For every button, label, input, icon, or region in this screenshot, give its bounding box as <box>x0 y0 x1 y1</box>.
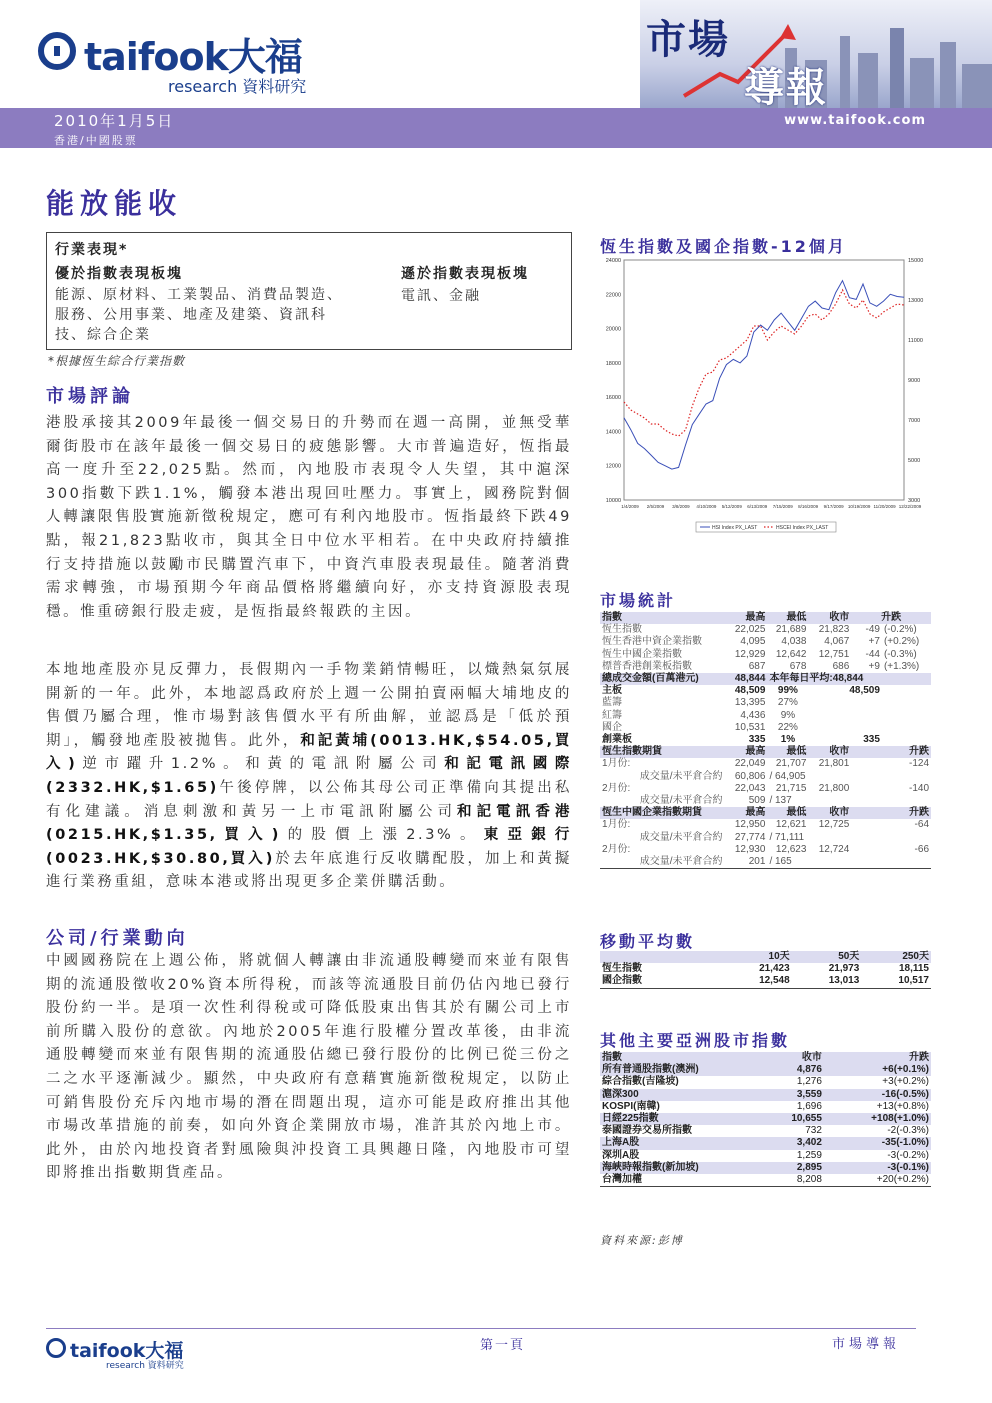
futures-header-row <box>600 807 931 819</box>
board-row <box>600 734 931 746</box>
company-news-paragraph: 中國國務院在上週公佈，將就個人轉讓由非流通股轉變而來並有限售期的流通股徵收20%資本所得稅，而該等流通股目前仍佔內地已發行股份約一半。是項一次性利得稅或可降低股東出售其於有關公司上市前所購入股份的意欲。內地於2005年進行股權分置改革後，由非流通股轉變而來並有限售期的流通股佔總已發行股份的比例已從三份之二之水平逐漸減少。顯然，中央政府有意藉實施新徵稅規定，以防止可銷售股份充斥內地市場的潛在問題出現，這亦可能是政府推出其他市場改革措施的前奏，如向外資企業開放市場，准許其於內地上市。此外，由於內地投資者對風險與沖投資工具興趣日隆，內地股市可望即將推出指數期貨產品。 <box>46 953 572 1182</box>
table-cell: 12,950 <box>734 819 766 831</box>
table-cell: 12,642 <box>775 648 807 660</box>
website-link[interactable]: www.taifook.com <box>784 113 926 128</box>
y-left-tick-label: 24000 <box>605 258 621 264</box>
table-cell: -66 <box>914 843 929 855</box>
table-cell: 18,115 <box>898 963 929 975</box>
table-cell: +13(+0.8%) <box>876 1100 929 1112</box>
table-cell: 最低 <box>767 612 808 624</box>
table-cell: KOSPI(南韓) <box>602 1100 660 1112</box>
x-tick-label: 2/5/2009 <box>646 504 665 509</box>
ma-row <box>600 963 931 975</box>
table-cell: / 71,111 <box>769 831 805 843</box>
table-cell: 9% <box>780 709 796 721</box>
sector-title: 行業表現* <box>55 242 129 258</box>
table-cell: 升跌 <box>851 746 931 758</box>
futures-volume-row <box>600 832 931 844</box>
table-cell: 升跌 <box>851 612 931 624</box>
table-cell: 21,423 <box>759 963 790 975</box>
table-cell: 國企 <box>602 721 622 733</box>
y-right-tick-label: 3000 <box>908 498 921 504</box>
table-cell: (+1.3%) <box>883 660 920 672</box>
futures-volume-row <box>600 856 931 869</box>
table-cell: 12,548 <box>722 975 792 988</box>
banner-image <box>640 0 992 108</box>
table-cell: 1,259 <box>796 1149 822 1161</box>
table-cell: 收市 <box>764 1052 824 1064</box>
table-cell <box>882 697 931 709</box>
table-cell: 海峽時報指數(新加坡) <box>600 1162 764 1174</box>
table-cell: -140 <box>908 782 929 794</box>
table-cell: 22,025 <box>734 624 766 636</box>
y-left-tick-label: 14000 <box>605 429 621 436</box>
table-cell <box>600 951 722 963</box>
table-cell: 紅籌 <box>602 709 622 721</box>
asia-header-row <box>600 1052 931 1064</box>
table-cell: 最低 <box>767 807 808 819</box>
table-cell: 恆生中國企業指數 <box>602 648 682 660</box>
table-cell: 48,509 <box>849 685 880 697</box>
table-cell: 10,655 <box>764 1113 824 1125</box>
headline: 能放能收 <box>46 187 183 220</box>
table-cell: 成交量/未平倉合約 <box>639 770 723 782</box>
table-cell: 1% <box>780 734 796 746</box>
table-cell: 509 <box>748 795 766 807</box>
table-cell: 2月份: <box>602 782 631 794</box>
table-cell: 1,276 <box>796 1076 822 1088</box>
table-cell: 主板 <box>602 685 622 697</box>
asia-indices-heading: 其他主要亞洲股市指數 <box>600 1031 791 1050</box>
index-row <box>600 636 931 648</box>
table-cell: 21,973 <box>828 963 860 975</box>
futures-row <box>600 758 931 770</box>
table-cell: 指數 <box>600 612 725 624</box>
table-cell: 最低 <box>767 746 808 758</box>
y-right-tick-label: 15000 <box>908 258 924 264</box>
legend-hscei-label: HSCEI Index PX_LAST <box>776 525 829 531</box>
table-cell: 687 <box>748 660 766 672</box>
asia-row <box>600 1125 931 1137</box>
x-tick-label: 12/22/2009 <box>898 504 922 509</box>
logo-subtitle: research 資料研究 <box>168 77 307 96</box>
table-cell <box>808 795 851 807</box>
y-left-tick-label: 12000 <box>605 463 621 470</box>
table-cell: 指數 <box>600 1052 764 1064</box>
table-cell: 10天 <box>722 951 792 963</box>
table-cell: 21,823 <box>818 624 850 636</box>
x-tick-label: 6/13/2009 <box>747 504 768 509</box>
footer-logo-text: taifook大福 <box>70 1340 184 1362</box>
x-tick-label: 4/10/2009 <box>696 504 717 509</box>
table-cell <box>882 734 931 746</box>
table-cell: (-0.2%) <box>883 624 917 636</box>
table-cell: 收市 <box>808 807 851 819</box>
footer-title: 市場導報 <box>832 1337 901 1352</box>
table-cell: 升跌 <box>851 807 931 819</box>
hsi-hscei-chart <box>596 254 936 544</box>
table-cell: 最高 <box>725 807 768 819</box>
table-cell: -3(-0.2%) <box>887 1149 929 1161</box>
table-cell: -64 <box>914 819 929 831</box>
moving-average-table <box>600 951 931 989</box>
table-cell: 日經225指數 <box>600 1113 764 1125</box>
table-cell: 藍籌 <box>602 697 622 709</box>
table-cell: 12,930 <box>734 843 766 855</box>
table-cell <box>851 771 931 783</box>
table-cell: 2月份: <box>602 843 631 855</box>
table-cell: / 137 <box>769 795 792 807</box>
table-cell <box>808 856 851 869</box>
asia-row <box>600 1113 931 1125</box>
table-cell: +108(+1.0%) <box>824 1113 931 1125</box>
table-cell: 21,715 <box>775 782 807 794</box>
y-left-tick-label: 18000 <box>605 360 621 367</box>
page-number: 第一頁 <box>480 1338 526 1353</box>
table-cell: / 64,905 <box>769 770 806 782</box>
table-cell: +3(+0.2%) <box>882 1076 929 1088</box>
table-cell <box>808 832 851 844</box>
board-row <box>600 685 931 697</box>
table-cell: 最高 <box>725 612 768 624</box>
table-cell <box>882 710 931 722</box>
table-cell: -35(-1.0%) <box>824 1137 931 1149</box>
table-cell: +9 <box>868 660 880 672</box>
table-cell <box>851 795 931 807</box>
asia-indices-table <box>600 1052 931 1187</box>
table-cell: 國企指數 <box>600 975 722 988</box>
table-cell: -44 <box>865 648 880 660</box>
futures-header-row <box>600 746 931 758</box>
moving-average-heading: 移動平均數 <box>600 932 696 951</box>
table-cell: 12,623 <box>775 843 807 855</box>
table-cell: 恆生指數 <box>602 963 642 975</box>
market-stats-heading: 市場統計 <box>600 591 677 610</box>
x-tick-label: 5/12/2009 <box>721 504 742 509</box>
table-cell: 所有普通股指數(澳洲) <box>600 1064 764 1076</box>
futures-row <box>600 819 931 831</box>
table-cell: 48,844 <box>725 673 768 685</box>
footer-logo-mark-icon <box>46 1338 66 1358</box>
asia-row <box>600 1162 931 1174</box>
x-tick-label: 11/20/2009 <box>873 504 896 509</box>
table-cell: 升跌 <box>824 1052 931 1064</box>
table-cell <box>808 697 882 709</box>
table-cell: 泰國證券交易所指數 <box>602 1125 692 1137</box>
table-cell: 10,531 <box>734 721 766 733</box>
table-cell: 成交量/未平倉合約 <box>600 856 725 869</box>
report-region: 香港/中國股票 <box>54 134 138 147</box>
table-cell: 1月份: <box>602 758 631 770</box>
table-cell: 4,095 <box>740 636 766 648</box>
table-cell: 21,707 <box>775 758 807 770</box>
table-cell <box>851 856 931 869</box>
underperform-sectors: 電訊、金融 <box>401 288 481 304</box>
x-tick-label: 9/17/2009 <box>823 504 844 509</box>
x-tick-label: 3/8/2009 <box>672 504 690 509</box>
table-cell: 12,929 <box>734 648 766 660</box>
market-stats-table <box>600 612 931 869</box>
legend-hsi-label: HSI Index PX_LAST <box>712 525 758 531</box>
table-cell: 21,800 <box>818 782 850 794</box>
sector-note: *根據恆生綜合行業指數 <box>48 354 186 368</box>
board-row <box>600 697 931 709</box>
table-cell: 10,517 <box>861 975 931 988</box>
table-cell: 最高 <box>725 746 768 758</box>
plot-area <box>624 260 904 500</box>
outperform-heading: 優於指數表現板塊 <box>55 266 183 282</box>
stats-header-row <box>600 612 931 624</box>
table-cell: 201 <box>725 856 768 869</box>
y-left-tick-label: 22000 <box>605 292 621 299</box>
table-cell: 12,621 <box>775 819 807 831</box>
table-cell: +20(+0.2%) <box>824 1174 931 1187</box>
footer-logo-subtitle: research 資料研究 <box>106 1361 184 1371</box>
table-cell: -49 <box>865 624 880 636</box>
y-left-tick-label: 10000 <box>605 498 621 504</box>
table-cell: 台灣加權 <box>600 1174 764 1187</box>
table-cell: / 165 <box>767 856 808 869</box>
table-cell: 48,509 <box>734 685 766 697</box>
data-source-note: 資料來源:彭博 <box>600 1234 684 1247</box>
table-cell: 678 <box>789 660 807 672</box>
y-right-tick-label: 13000 <box>908 298 924 304</box>
table-cell: 創業板 <box>602 734 632 746</box>
table-cell: 686 <box>832 660 850 672</box>
table-cell: 27% <box>777 697 798 709</box>
index-row <box>600 661 931 673</box>
company-news-heading: 公司/行業動向 <box>46 928 189 949</box>
table-cell: 22,043 <box>734 782 766 794</box>
table-cell: 深圳A股 <box>602 1149 640 1161</box>
market-review-paragraph-2: 本地地產股亦見反彈力，長假期內一手物業銷情暢旺，以熾熱氣氛展開新的一年。此外，本地認爲政府於上週一公開拍賣兩幅大埔地皮的售價乃屬合理，惟市場對該售價水平有所曲解，並認爲是「低於預期」，觸發地產股被拋售。此外，和記黃埔(0013.HK,$54.05,買入)逆市躍升1.2%。和黃的電訊附屬公司和記電訊國際(2332.HK,$1.65)午後停牌，以公佈其母公司正準備向其提出私有化建議。消息刺激和黃另一上市電訊附屬公司和記電訊香港(0215.HK,$1.35,買入)的股價上漲2.3%。東亞銀行(0023.HK,$30.80,買入)於去年底進行反收購配股，加上和黃擬進行業務重組，意味本港或將出現更多企業併購活動。 <box>46 662 573 891</box>
table-cell: 21,801 <box>818 758 850 770</box>
table-cell: 8,208 <box>764 1174 824 1187</box>
table-cell: 50天 <box>792 951 862 963</box>
futures-volume-row <box>600 795 931 807</box>
table-cell <box>808 771 851 783</box>
table-cell: 4,436 <box>740 709 766 721</box>
table-cell: 27,774 <box>734 831 766 843</box>
table-cell: 總成交金額(百萬港元) <box>600 673 725 685</box>
underperform-heading: 遜於指數表現板塊 <box>401 266 529 282</box>
banner-title-1: 市場 <box>646 16 730 63</box>
table-cell: 60,806 <box>734 770 766 782</box>
report-date: 2010年1月5日 <box>54 112 175 130</box>
asia-row <box>600 1089 931 1101</box>
table-cell: 22% <box>777 721 798 733</box>
footer-logo <box>46 1336 186 1372</box>
table-cell: 本年每日平均:48,844 <box>767 673 931 685</box>
table-cell: 99% <box>777 685 798 697</box>
asia-row <box>600 1064 931 1076</box>
table-cell: 335 <box>863 734 880 746</box>
ma-row <box>600 975 931 988</box>
table-cell: 13,395 <box>734 697 766 709</box>
table-cell: 732 <box>805 1125 822 1137</box>
table-cell <box>851 832 931 844</box>
table-cell: 12,724 <box>818 843 850 855</box>
x-tick-label: 10/19/2009 <box>847 504 871 509</box>
table-cell: 12,751 <box>818 648 850 660</box>
footer-divider <box>46 1328 916 1329</box>
chart-title: 恆生指數及國企指數-12個月 <box>600 237 847 256</box>
table-cell: 1月份: <box>602 819 631 831</box>
board-row <box>600 722 931 734</box>
x-tick-label: 8/16/2009 <box>798 504 819 509</box>
table-cell: -3(-0.1%) <box>824 1162 931 1174</box>
table-cell: 2,895 <box>764 1162 824 1174</box>
y-left-tick-label: 16000 <box>605 395 621 402</box>
table-cell: 恆生指數 <box>602 624 642 636</box>
table-cell: 滬深300 <box>600 1089 764 1101</box>
table-cell: -124 <box>908 758 929 770</box>
table-cell <box>882 685 931 697</box>
table-cell: 13,013 <box>792 975 862 988</box>
logo-text: taifook大福 <box>84 35 302 79</box>
asia-row <box>600 1150 931 1162</box>
asia-row <box>600 1174 931 1187</box>
table-cell: 成交量/未平倉合約 <box>639 831 723 843</box>
turnover-row <box>600 673 931 685</box>
logo-mark-icon <box>38 32 76 70</box>
table-cell: +6(+0.1%) <box>824 1064 931 1076</box>
table-cell: 收市 <box>808 612 851 624</box>
futures-row <box>600 783 931 795</box>
company-logo <box>38 26 328 96</box>
table-cell: 綜合指數(吉隆坡) <box>602 1076 679 1088</box>
table-cell <box>882 722 931 734</box>
table-cell: 3,402 <box>764 1137 824 1149</box>
y-right-tick-label: 7000 <box>908 418 921 424</box>
table-cell: 標普香港創業板指數 <box>602 660 692 672</box>
futures-row <box>600 844 931 856</box>
market-review-heading: 市場評論 <box>46 386 134 407</box>
table-cell: 335 <box>748 734 766 746</box>
table-cell <box>808 722 882 734</box>
y-right-tick-label: 11000 <box>908 338 923 344</box>
table-cell: 4,038 <box>781 636 807 648</box>
table-cell: (+0.2%) <box>883 636 920 648</box>
table-cell: 成交量/未平倉合約 <box>639 795 723 807</box>
table-cell: (-0.3%) <box>883 648 917 660</box>
ma-header-row <box>600 951 931 963</box>
y-right-tick-label: 5000 <box>908 458 921 464</box>
table-cell: 上海A股 <box>600 1137 764 1149</box>
y-left-tick-label: 20000 <box>605 326 621 333</box>
sector-performance-box <box>46 232 572 350</box>
board-row <box>600 710 931 722</box>
index-row <box>600 624 931 636</box>
index-row <box>600 649 931 661</box>
outperform-sectors: 能源、原材料、工業製品、消費品製造、服務、公用事業、地產及建築、資訊科技、綜合企業 <box>55 287 343 343</box>
table-cell: 250天 <box>861 951 931 963</box>
table-cell <box>808 710 882 722</box>
table-cell: 4,067 <box>824 636 850 648</box>
table-cell: +7 <box>868 636 880 648</box>
x-tick-label: 7/15/2009 <box>772 504 793 509</box>
table-cell: 恆生指數期貨 <box>600 746 725 758</box>
market-review-paragraph-1: 港股承接其2009年最後一個交易日的升勢而在週一高開，並無受華爾街股市在該年最後一個交易日的疲態影響。大市普遍造好，恆指最高一度升至22,025點。然而，內地股市表現令人失望，其中滬深300指數下跌1.1%，觸發本港出現回吐壓力。事實上，國務院對個人轉讓限售股實施新徵稅規定，應可有利內地股市。恆指最終下跌49點，報21,823點收市，與其全日中位水平相若。在中央政府持續推行支持措施以鼓勵市民購置汽車下，中資汽車股表現最佳。隨著消費需求轉強，市場預期今年商品價格將繼續向好，亦支持資源股表現穩。惟重磅銀行股走疲，是恆指最終報跌的主因。 <box>46 415 572 620</box>
table-cell: -2(-0.3%) <box>887 1125 929 1137</box>
x-tick-label: 1/4/2009 <box>621 504 639 509</box>
table-cell: 1,696 <box>796 1100 822 1112</box>
table-cell: 4,876 <box>764 1064 824 1076</box>
banner-title-2: 導報 <box>744 64 828 108</box>
y-right-tick-label: 9000 <box>908 378 921 384</box>
table-cell: 恆生中國企業指數期貨 <box>600 807 725 819</box>
asia-row <box>600 1137 931 1149</box>
table-cell: 22,049 <box>734 758 766 770</box>
table-cell: 3,559 <box>764 1089 824 1101</box>
asia-row <box>600 1076 931 1088</box>
table-cell: -16(-0.5%) <box>824 1089 931 1101</box>
table-cell: 收市 <box>808 746 851 758</box>
asia-row <box>600 1101 931 1113</box>
futures-volume-row <box>600 771 931 783</box>
table-cell: 恆生香港中資企業指數 <box>602 636 702 648</box>
table-cell: 12,725 <box>818 819 850 831</box>
table-cell: 21,689 <box>775 624 807 636</box>
